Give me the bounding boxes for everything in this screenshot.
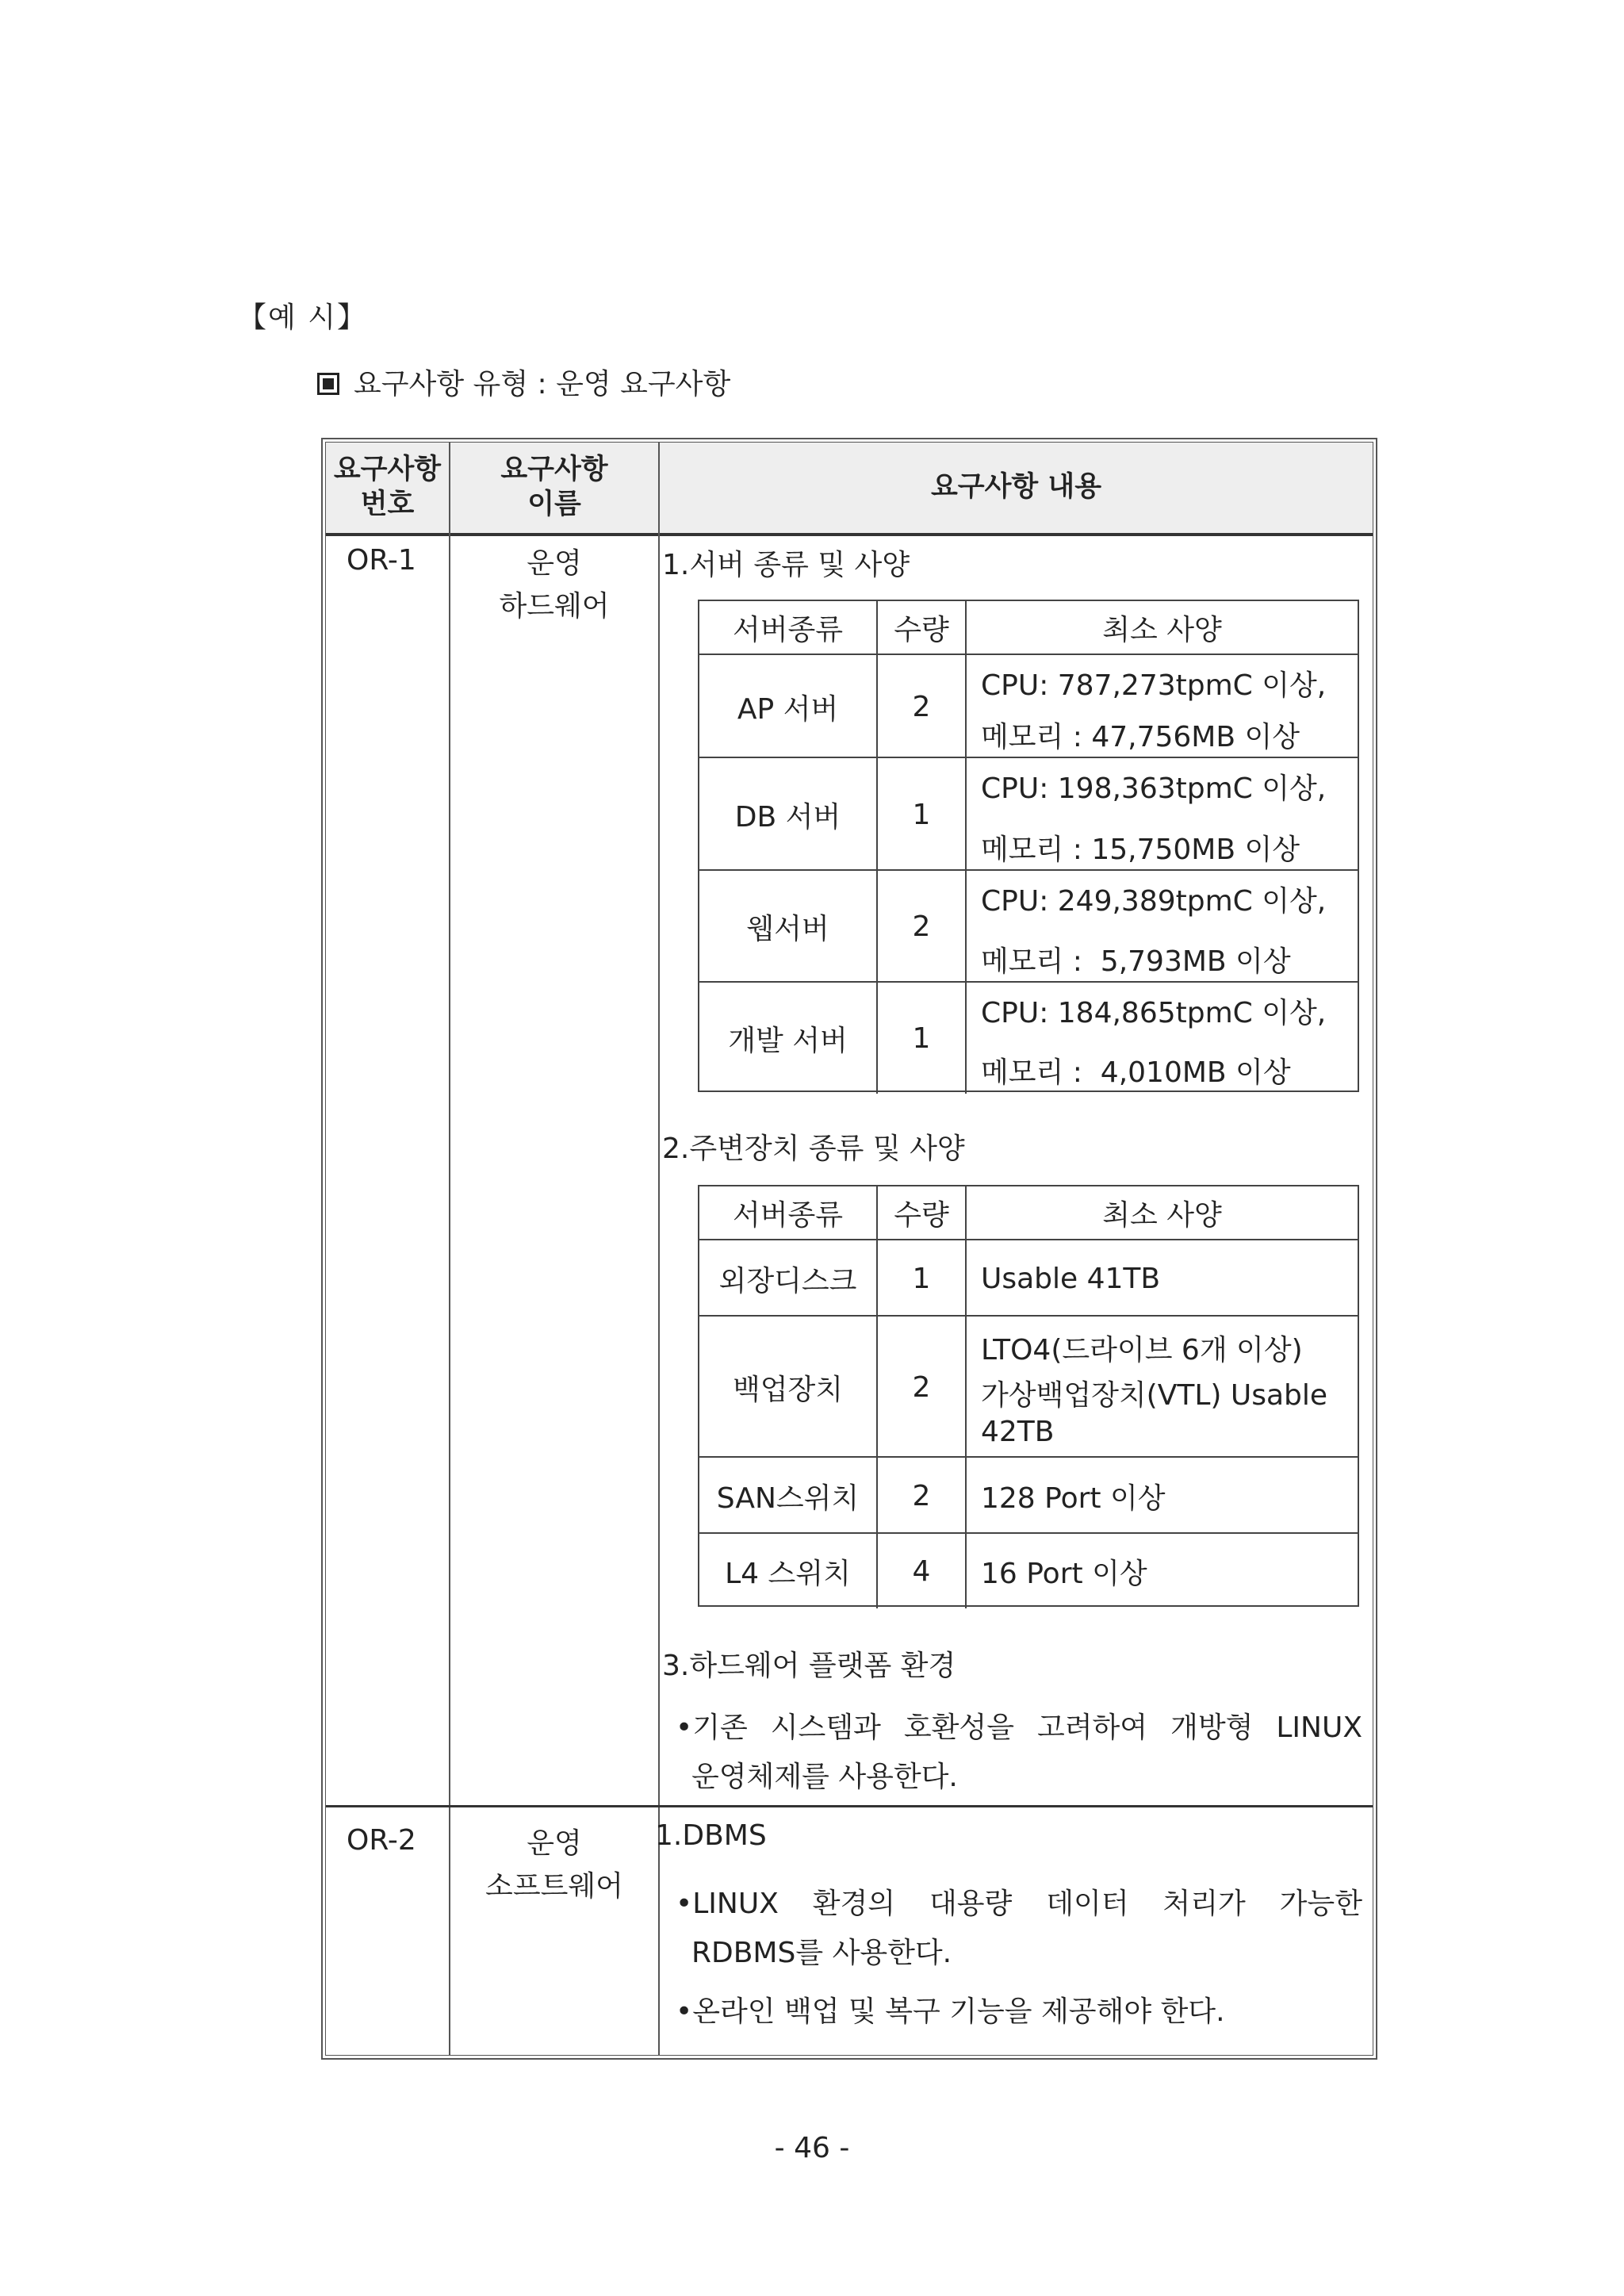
header-name: 요구사항 이름 [500, 454, 608, 520]
peripheral-qty: 2 [878, 1458, 967, 1534]
server-memory: 메모리 : 4,010MB 이상 [981, 1056, 1291, 1089]
server-type: AP 서버 [699, 655, 878, 758]
server-table-header [699, 601, 1358, 654]
server-qty: 1 [878, 758, 967, 871]
server-memory: 메모리 : 5,793MB 이상 [981, 945, 1291, 978]
server-type: DB 서버 [699, 758, 878, 871]
section-title-peripherals: 2.주변장치 종류 및 사양 [662, 1133, 965, 1165]
page-number: - 46 - [774, 2132, 850, 2164]
requirement-type-line [317, 362, 730, 402]
server-header-type: 서버종류 [699, 601, 878, 654]
requirement-name-or2: 운영 소프트웨어 [485, 1827, 623, 1903]
server-header-spec: 최소 사양 [1102, 613, 1222, 646]
peripheral-spec: Usable 41TB [981, 1262, 1161, 1295]
peripheral-header-spec: 최소 사양 [1102, 1198, 1222, 1232]
platform-bullet-line1: •기존 시스템과 호환성을 고려하여 개방형 LINUX [676, 1711, 1362, 1744]
peripheral-table-header [699, 1186, 1358, 1239]
server-cpu: CPU: 249,389tpmC 이상, [981, 885, 1327, 918]
peripheral-type: SAN스위치 [699, 1458, 878, 1534]
peripheral-spec-line: 가상백업장치(VTL) Usable [981, 1379, 1328, 1412]
server-type: 웹서버 [699, 871, 878, 983]
table-row [699, 869, 1358, 983]
section-title-servers: 1.서버 종류 및 사양 [662, 549, 910, 581]
server-header-qty: 수량 [878, 601, 967, 654]
peripheral-spec-line: LTO4(드라이브 6개 이상) [981, 1334, 1303, 1366]
dbms-bullet1-line2: RDBMS를 사용한다. [691, 1937, 952, 1969]
requirement-type-text: 요구사항 유형 : 운영 요구사항 [354, 368, 731, 401]
peripheral-spec-line: 42TB [981, 1416, 1055, 1448]
server-spec [967, 983, 1358, 1094]
table-row [699, 1239, 1358, 1317]
example-heading: 【예 시】 [238, 301, 367, 334]
table-header [326, 443, 1373, 536]
server-cpu: CPU: 198,363tpmC 이상, [981, 772, 1327, 805]
header-number: 요구사항 번호 [333, 454, 442, 520]
table-row [699, 1456, 1358, 1534]
table-row [699, 1532, 1358, 1608]
header-content: 요구사항 내용 [930, 471, 1102, 504]
column-divider [658, 443, 660, 2055]
peripheral-qty: 1 [878, 1240, 967, 1317]
row-divider [326, 1805, 1373, 1807]
dbms-bullet2: •온라인 백업 및 복구 기능을 제공해야 한다. [676, 1995, 1225, 2028]
table-row [699, 1315, 1358, 1458]
peripheral-spec-table [698, 1185, 1359, 1607]
server-type: 개발 서버 [699, 983, 878, 1094]
peripheral-header-qty: 수량 [878, 1186, 967, 1239]
server-memory: 메모리 : 47,756MB 이상 [981, 721, 1300, 753]
dbms-bullet1-line1: •LINUX 환경의 대용량 데이터 처리가 가능한 [676, 1888, 1362, 1920]
table-row [699, 757, 1358, 871]
peripheral-spec: 16 Port 이상 [981, 1557, 1147, 1590]
peripheral-qty: 2 [878, 1317, 967, 1458]
peripheral-spec [967, 1317, 1358, 1458]
server-qty: 2 [878, 655, 967, 758]
peripheral-type: L4 스위치 [699, 1534, 878, 1608]
server-memory: 메모리 : 15,750MB 이상 [981, 834, 1300, 866]
table-row [699, 981, 1358, 1094]
section-title-dbms: 1.DBMS [655, 1819, 767, 1852]
section-title-platform: 3.하드웨어 플랫폼 환경 [662, 1650, 956, 1682]
server-cpu: CPU: 184,865tpmC 이상, [981, 997, 1327, 1029]
column-divider [449, 443, 450, 2055]
peripheral-type: 백업장치 [699, 1317, 878, 1458]
server-cpu: CPU: 787,273tpmC 이상, [981, 669, 1327, 702]
platform-bullet-line2: 운영체제를 사용한다. [691, 1761, 958, 1793]
requirement-number-or1: OR-1 [347, 544, 416, 577]
peripheral-type: 외장디스크 [699, 1240, 878, 1317]
server-qty: 2 [878, 871, 967, 983]
server-spec-table [698, 600, 1359, 1092]
filled-square-icon [317, 373, 339, 395]
server-spec [967, 655, 1358, 758]
peripheral-spec: 128 Port 이상 [981, 1481, 1166, 1515]
peripheral-qty: 4 [878, 1534, 967, 1608]
peripheral-header-type: 서버종류 [699, 1186, 878, 1239]
table-row [699, 654, 1358, 758]
server-spec [967, 758, 1358, 871]
requirement-number-or2: OR-2 [347, 1824, 416, 1857]
server-qty: 1 [878, 983, 967, 1094]
server-spec [967, 871, 1358, 983]
requirement-name-or1: 운영 하드웨어 [499, 547, 610, 623]
